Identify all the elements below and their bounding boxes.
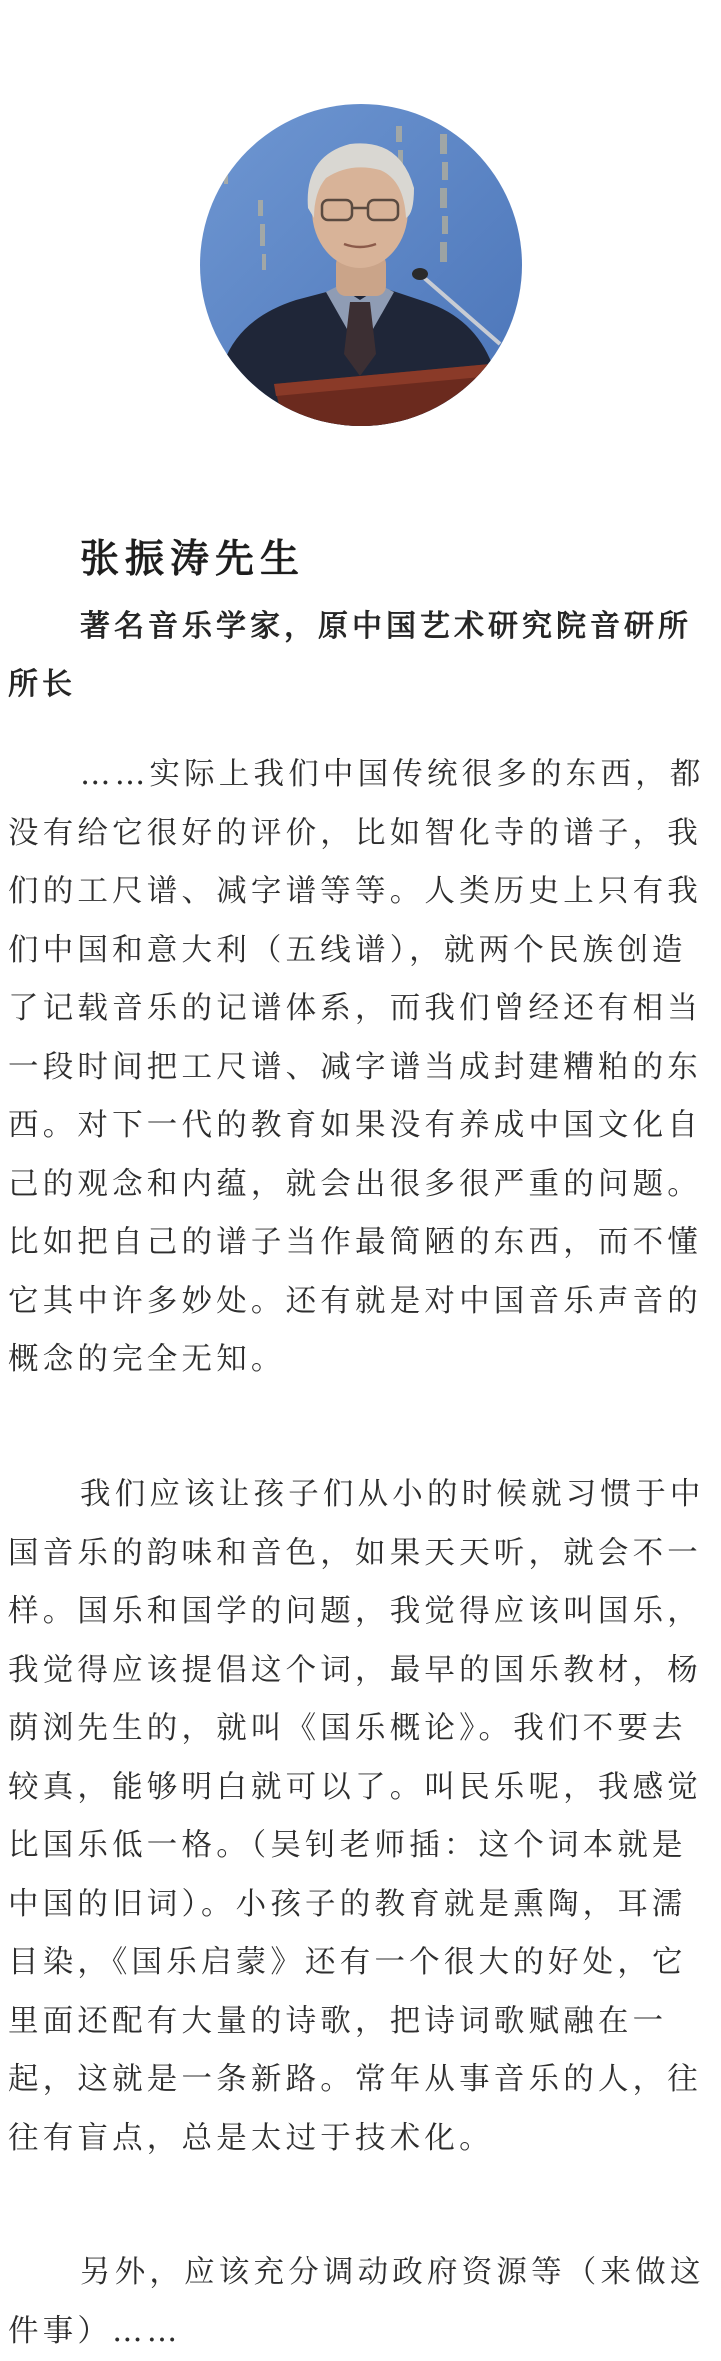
speaker-portrait	[200, 104, 522, 426]
body-paragraph: ……实际上我们中国传统很多的东西，都没有给它很好的评价，比如智化寺的谱子，我们的工尺谱、减字谱等等。人类历史上只有我们中国和意大利（五线谱），就两个民族创造了记载音乐的记谱体系，而我们曾经还有相当一段时间把工尺谱、减字谱当成封建糟粕的东西。对下一代的教育如果没有养成中国文化自己的观念和内蕴，就会出很多很严重的问题。比如把自己的谱子当作最简陋的东西，而不懂它其中许多妙处。还有就是对中国音乐声音的概念的完全无知。	[8, 757, 705, 1377]
speaker-name: 张振涛先生	[80, 536, 306, 582]
body-paragraph: 另外，应该充分调动政府资源等（来做这件事）……	[8, 2255, 705, 2349]
speaker-photo	[200, 104, 522, 426]
speaker-title: 著名音乐学家，原中国艺术研究院音研所所长	[8, 609, 692, 702]
body-paragraph: 我们应该让孩子们从小的时候就习惯于中国音乐的韵味和音色，如果天天听，就会不一样。国乐和国学的问题，我觉得应该叫国乐，我觉得应该提倡这个词，最早的国乐教材，杨荫浏先生的，就叫《国乐概论》。我们不要去较真，能够明白就可以了。叫民乐呢，我感觉比国乐低一格。（吴钊老师插：这个词本就是中国的旧词）。小孩子的教育就是熏陶，耳濡目染，《国乐启蒙》还有一个很大的好处，它里面还配有大量的诗歌，把诗词歌赋融在一起，这就是一条新路。常年从事音乐的人，往往有盲点，总是太过于技术化。	[8, 1477, 705, 2156]
